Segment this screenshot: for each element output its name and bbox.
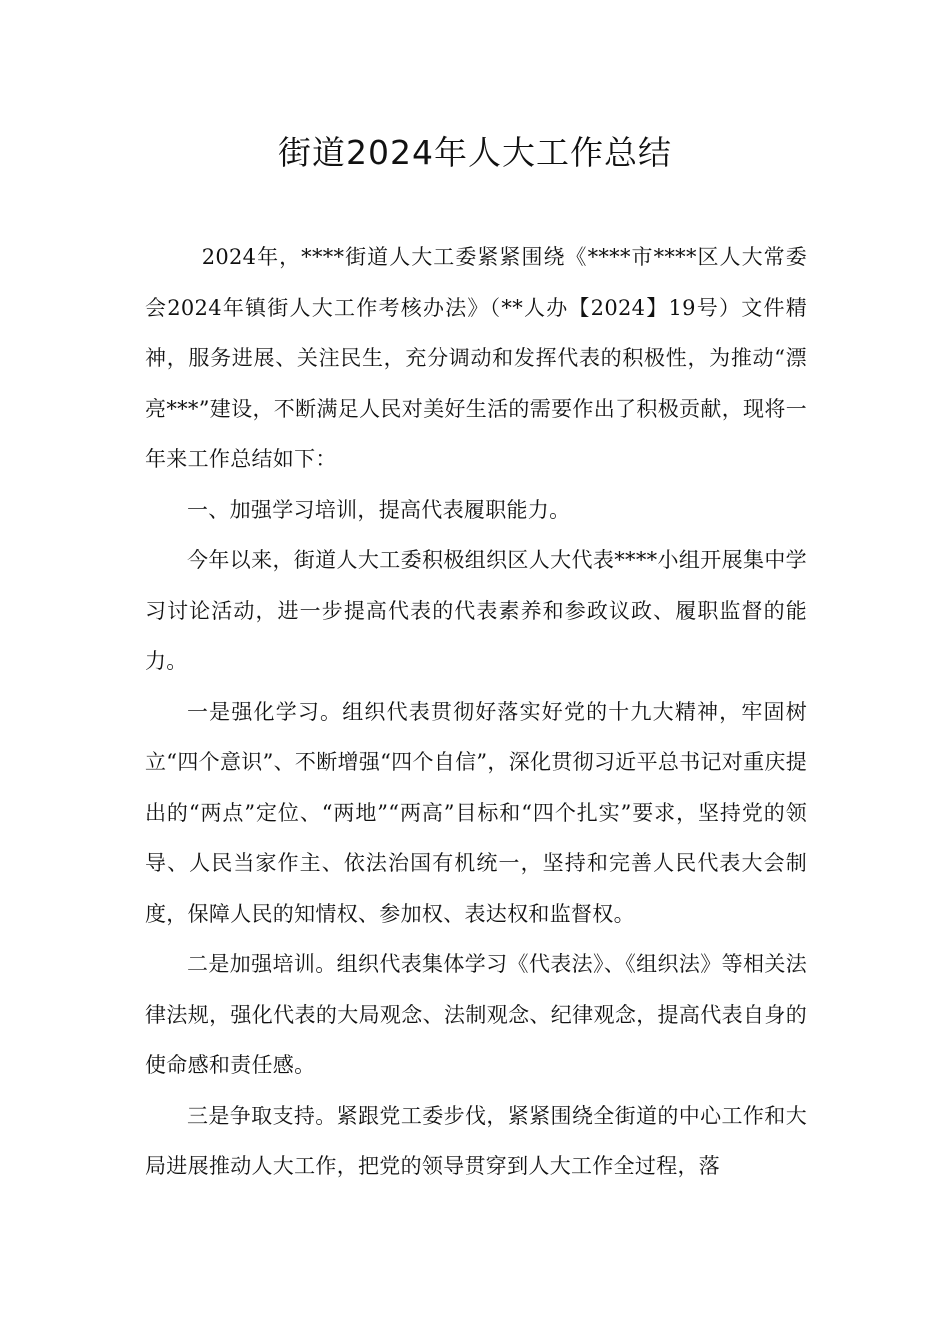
point-three-paragraph: 三是争取支持。紧跟党工委步伐，紧紧围绕全街道的中心工作和大局进展推动人大工作，把党的领导贯穿到人大工作全过程，落	[145, 1103, 807, 1178]
document-title: 街道2024年人大工作总结	[278, 133, 672, 172]
point-two-paragraph: 二是加强培训。组织代表集体学习《代表法》、《组织法》等相关法律法规，强化代表的大局观念、法制观念、纪律观念，提高代表自身的使命感和责任感。	[145, 952, 807, 1077]
document-body	[145, 232, 807, 1192]
section-intro-paragraph: 今年以来，街道人大工委积极组织区人大代表****小组开展集中学习讨论活动，进一步提高代表的代表素养和参政议政、履职监督的能力。	[145, 548, 807, 673]
section-heading: 一、加强学习培训，提高代表履职能力。	[187, 497, 571, 522]
intro-paragraph: 2024年，****街道人大工委紧紧围绕《****市****区人大常委会2024年镇街人大工作考核办法》（**人办【2024】19号）文件精神，服务进展、关注民生，充分调动和发挥代表的积极性，为推动“漂亮***”建设，不断满足人民对美好生活的需要作出了积极贡献，现将一年来工作总结如下：	[145, 245, 807, 471]
point-one-paragraph: 一是强化学习。组织代表贯彻好落实好党的十九大精神，牢固树立“四个意识”、不断增强“四个自信”，深化贯彻习近平总书记对重庆提出的“两点”定位、“两地”“两高”目标和“四个扎实”要求，坚持党的领导、人民当家作主、依法治国有机统一，坚持和完善人民代表大会制度，保障人民的知情权、参加权、表达权和监督权。	[145, 699, 807, 926]
